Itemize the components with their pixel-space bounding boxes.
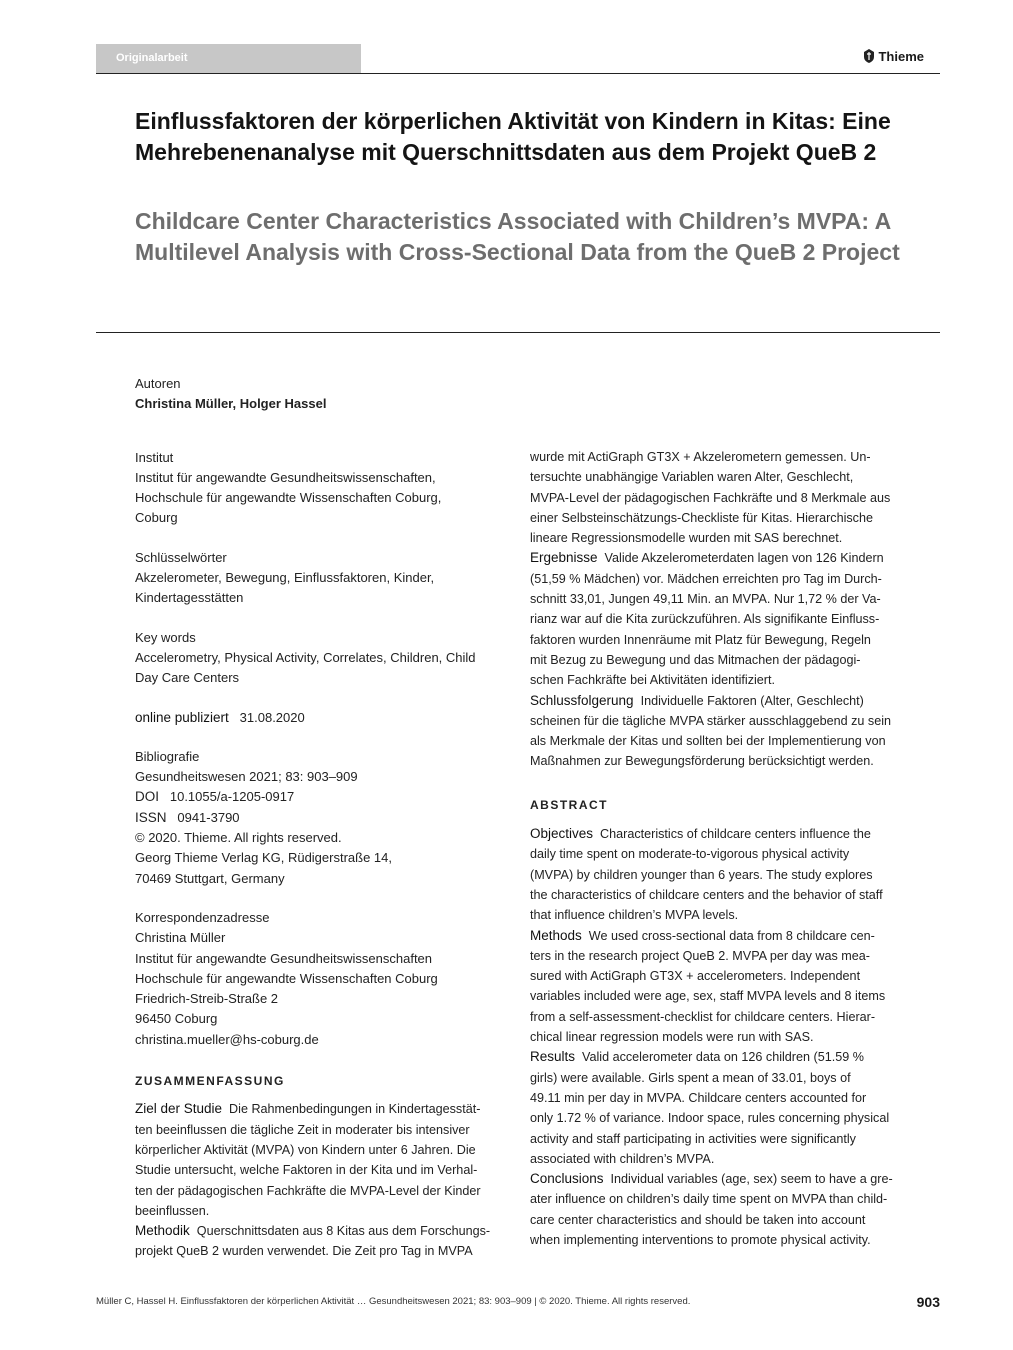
- conclusions-line: ater influence on children’s daily time spent on MVPA than child-: [530, 1192, 888, 1207]
- methodik-label: Methodik: [135, 1223, 190, 1239]
- conclusions-line: care center characteristics and should be taken into account: [530, 1212, 866, 1227]
- ergebnisse-line: (51,59 % Mädchen) vor. Mädchen erreichten pro Tag im Durch-: [530, 571, 882, 586]
- institute-line: Hochschule für angewandte Wissenschaften Coburg,: [135, 490, 442, 506]
- ziel-line: körperlicher Aktivität (MVPA) von Kindern unter 6 Jahren. Die: [135, 1142, 476, 1157]
- objectives-line: (MVPA) by children younger than 6 years. The study explores: [530, 867, 873, 882]
- results-line: associated with children’s MVPA.: [530, 1151, 715, 1166]
- objectives-line: daily time spent on moderate-to-vigorous physical activity: [530, 847, 850, 862]
- objectives-line: that influence children’s MVPA levels.: [530, 908, 739, 923]
- ziel-line: ten der pädagogischen Fachkräfte die MVPA-Level der Kinder: [135, 1183, 481, 1198]
- conclusions-label: Conclusions: [530, 1171, 604, 1187]
- correspondence-label: Korrespondenzadresse: [135, 909, 270, 925]
- results-line: activity and staff participating in activities were significantly: [530, 1131, 856, 1146]
- ziel-line: Studie untersucht, welche Faktoren in der Kita und im Verhal-: [135, 1163, 478, 1178]
- objectives-line: the characteristics of childcare centers and the behavior of staff: [530, 887, 883, 902]
- doi-line: [135, 787, 510, 807]
- header-divider: [96, 73, 940, 74]
- methods-line: We used cross-sectional data from 8 childcare cen-: [588, 928, 875, 943]
- bibliography-publisher-line: Georg Thieme Verlag KG, Rüdigerstraße 14,: [135, 850, 392, 866]
- correspondence-line: Christina Müller: [135, 930, 226, 946]
- methodik-cont-line: wurde mit ActiGraph GT3X + Akzelerometern gemessen. Un-: [530, 450, 871, 464]
- online-date: 31.08.2020: [239, 709, 305, 725]
- doi-value[interactable]: 10.1055/a-1205-0917: [169, 789, 295, 805]
- schluss-line: Maßnahmen zur Bewegungsförderung berücksichtigt werden.: [530, 754, 874, 769]
- issn-label: ISSN: [135, 809, 167, 825]
- issn-line: [135, 808, 510, 828]
- methods-line: sured with ActiGraph GT3X + accelerometers. Independent: [530, 969, 861, 984]
- left-column: [135, 374, 510, 1262]
- methodik-cont-line: lineare Regressionsmodelle wurden mit SAS berechnet.: [530, 531, 843, 546]
- keywords-de-label: Schlüsselwörter: [135, 549, 227, 565]
- objectives-paragraph: [530, 824, 905, 844]
- results-paragraph: [530, 1047, 905, 1067]
- publisher-logo: [863, 47, 924, 67]
- ziel-paragraph: [135, 1099, 510, 1119]
- methods-label: Methods: [530, 927, 582, 943]
- footer-citation: Müller C, Hassel H. Einflussfaktoren der körperlichen Aktivität … Gesundheitswesen 2021; 83: 903–909 | © 2020. Thieme. All rights reserved.: [96, 1296, 691, 1307]
- abstract-heading: ABSTRACT: [530, 797, 608, 812]
- correspondence-line: 96450 Coburg: [135, 1011, 218, 1027]
- online-published: [135, 708, 510, 728]
- doi-label: DOI: [135, 789, 160, 805]
- ziel-line: ten beeinflussen die tägliche Zeit in moderater bis intensiver: [135, 1122, 470, 1137]
- methodik-line: Querschnittsdaten aus 8 Kitas aus dem Forschungs-: [196, 1224, 491, 1239]
- ergebnisse-paragraph: [530, 548, 905, 568]
- schluss-label: Schlussfolgerung: [530, 692, 634, 708]
- ergebnisse-line: mit Bezug zu Bewegung und das Mitmachen der pädagogi-: [530, 652, 861, 667]
- results-line: girls) were available. Girls spent a mean of 33.01, boys of: [530, 1070, 851, 1085]
- keywords-de-line: Akzelerometer, Bewegung, Einflussfaktoren, Kinder,: [135, 570, 435, 586]
- keywords-de-line: Kindertagesstätten: [135, 590, 244, 606]
- conclusions-line: when implementing interventions to promote physical activity.: [530, 1232, 871, 1247]
- schluss-paragraph: [530, 691, 905, 711]
- page-number: 903: [916, 1294, 940, 1310]
- keywords-en-line: Day Care Centers: [135, 670, 240, 686]
- schluss-line: Individuelle Faktoren (Alter, Geschlecht): [640, 693, 864, 708]
- title-english: Childcare Center Characteristics Associated with Children’s MVPA: A Multilevel Analysis with Cross-Sectional Data from the QueB 2 Project: [135, 208, 900, 265]
- correspondence-line: Institut für angewandte Gesundheitswissenschaften: [135, 950, 433, 966]
- methodik-cont-line: tersuchte unabhängige Variablen waren Alter, Geschlecht,: [530, 470, 854, 485]
- methodik-paragraph: [135, 1221, 510, 1241]
- bibliography-copyright: © 2020. Thieme. All rights reserved.: [135, 830, 342, 846]
- correspondence-line: Friedrich-Streib-Straße 2: [135, 991, 279, 1007]
- keywords-en-line: Accelerometry, Physical Activity, Correlates, Children, Child: [135, 649, 476, 665]
- thieme-seal-icon: [863, 49, 875, 63]
- bibliography-label: Bibliografie: [135, 748, 200, 764]
- bibliography-citation: Gesundheitswesen 2021; 83: 903–909: [135, 769, 358, 785]
- correspondence-line: Hochschule für angewandte Wissenschaften Coburg: [135, 970, 438, 986]
- conclusions-line: Individual variables (age, sex) seem to have a gre-: [610, 1172, 893, 1187]
- results-label: Results: [530, 1049, 576, 1065]
- keywords-en-label: Key words: [135, 629, 196, 645]
- title-german: Einflussfaktoren der körperlichen Aktivität von Kindern in Kitas: Eine Mehrebenenanalyse mit Querschnittsdaten aus dem Projekt QueB 2: [135, 108, 891, 165]
- publisher-name: Thieme: [878, 49, 924, 64]
- institute-line: Institut für angewandte Gesundheitswissenschaften,: [135, 469, 436, 485]
- authors-label: Autoren: [135, 376, 181, 391]
- ziel-label: Ziel der Studie: [135, 1101, 223, 1117]
- methodik-cont-line: einer Selbsteinschätzungs-Checkliste für Kitas. Hierarchische: [530, 510, 873, 525]
- ergebnisse-label: Ergebnisse: [530, 550, 598, 566]
- ergebnisse-line: schnitt 33,01, Jungen 49,11 Min. an MVPA. Nur 1,72 % der Va-: [530, 592, 881, 607]
- section-label: Originalarbeit: [96, 44, 361, 73]
- online-label: online publiziert: [135, 709, 229, 725]
- ziel-line: beeinflussen.: [135, 1203, 210, 1218]
- conclusions-paragraph: [530, 1169, 905, 1189]
- methods-paragraph: [530, 926, 905, 946]
- methodik-cont-line: MVPA-Level der pädagogischen Fachkräfte und 8 Merkmale aus: [530, 490, 891, 505]
- ergebnisse-line: rianz war auf die Kita zurückzuführen. Als signifikante Einfluss-: [530, 612, 880, 627]
- results-line: Valid accelerometer data on 126 children (51.59 %: [582, 1050, 864, 1065]
- ergebnisse-line: faktoren wurden Innenräume mit Platz für Bewegung, Regeln: [530, 632, 871, 647]
- schluss-line: als Merkmale der Kitas und sollten bei der Implementierung von: [530, 734, 886, 749]
- methodik-line: projekt QueB 2 wurden verwendet. Die Zeit pro Tag in MVPA: [135, 1244, 473, 1259]
- schluss-line: scheinen für die tägliche MVPA stärker ausschlaggebend zu sein: [530, 713, 891, 728]
- issn-value: 0941-3790: [177, 809, 240, 825]
- methods-line: from a self-assessment-checklist for childcare centers. Hierar-: [530, 1009, 876, 1024]
- ziel-line: Die Rahmenbedingungen in Kindertagesstät-: [229, 1102, 481, 1117]
- title-divider: [96, 332, 940, 333]
- correspondence-email[interactable]: christina.mueller@hs-coburg.de: [135, 1031, 319, 1047]
- authors-names: Christina Müller, Holger Hassel: [135, 396, 327, 412]
- methods-line: ters in the research project QueB 2. MVPA per day was mea-: [530, 948, 870, 963]
- zusammenfassung-heading: ZUSAMMENFASSUNG: [135, 1074, 285, 1089]
- bibliography-publisher-line: 70469 Stuttgart, Germany: [135, 870, 285, 886]
- institute-label: Institut: [135, 449, 174, 465]
- methods-line: chical linear regression models were run with SAS.: [530, 1030, 814, 1045]
- right-column: [530, 447, 905, 1250]
- objectives-label: Objectives: [530, 826, 594, 842]
- results-line: only 1.72 % of variance. Indoor space, rules concerning physical: [530, 1111, 890, 1126]
- institute-line: Coburg: [135, 510, 178, 526]
- methods-line: variables included were age, sex, staff MVPA levels and 8 items: [530, 989, 886, 1004]
- results-line: 49.11 min per day in MVPA. Childcare centers accounted for: [530, 1090, 867, 1105]
- ergebnisse-line: Valide Akzelerometerdaten lagen von 126 Kindern: [604, 551, 884, 566]
- ergebnisse-line: schen Fachkräfte bei Aktivitäten identifiziert.: [530, 673, 775, 688]
- objectives-line: Characteristics of childcare centers influence the: [600, 827, 871, 842]
